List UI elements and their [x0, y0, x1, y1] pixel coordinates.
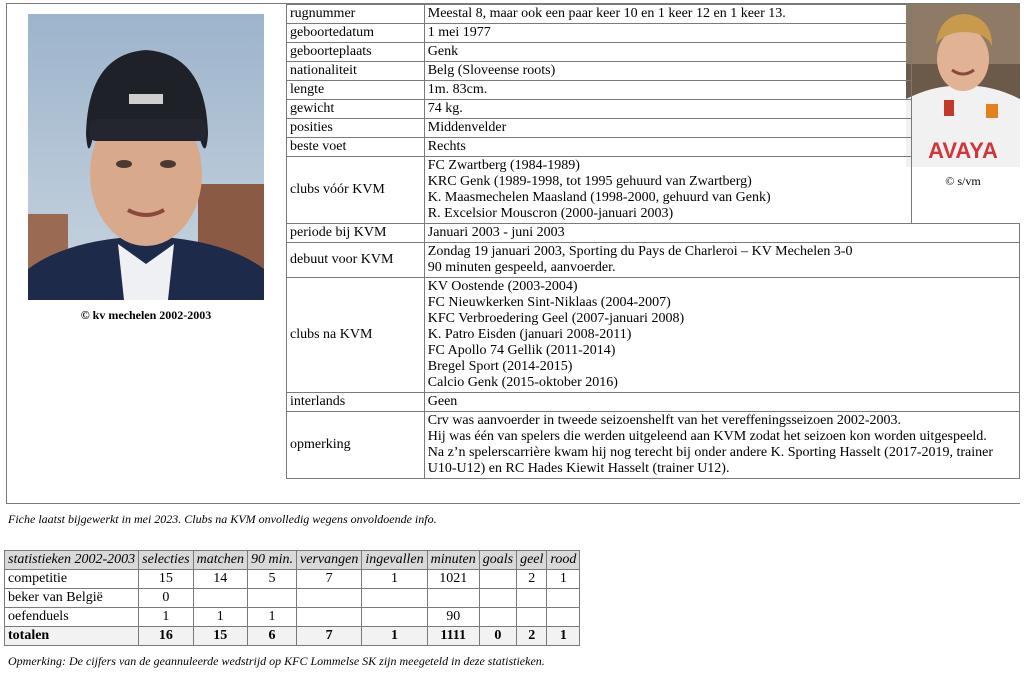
- stats-cell: 7: [297, 570, 362, 589]
- info-label: gewicht: [287, 100, 425, 119]
- stats-cell: [479, 589, 516, 608]
- info-value: [424, 24, 912, 43]
- info-value: [424, 81, 912, 100]
- stats-header: rood: [547, 551, 580, 570]
- info-label: geboortedatum: [287, 24, 425, 43]
- info-row: [287, 43, 1020, 62]
- info-label: beste voet: [287, 138, 425, 157]
- info-value-line: Geen: [427, 394, 458, 409]
- info-value: [424, 412, 1019, 479]
- info-value: [424, 138, 912, 157]
- stats-cell: [479, 570, 516, 589]
- stats-cell: 0: [479, 627, 516, 646]
- info-row: [287, 5, 1020, 24]
- info-value-line: FC Apollo 74 Gellik (2011-2014): [427, 343, 616, 358]
- info-value: [424, 243, 1019, 278]
- info-value-line: Belg (Sloveense roots): [427, 63, 556, 78]
- stats-row-label: oefenduels: [5, 608, 139, 627]
- stats-cell: 1: [547, 627, 580, 646]
- info-value-line: K. Patro Eisden (januari 2008-2011): [427, 327, 632, 342]
- info-row: [287, 81, 1020, 100]
- info-label: geboorteplaats: [287, 43, 425, 62]
- stats-cell: 7: [297, 627, 362, 646]
- stats-cell: 2: [517, 570, 547, 589]
- info-value-line: Crv was aanvoerder in tweede seizoenshelft van het vereffeningsseizoen 2002-2003.: [427, 413, 902, 428]
- stats-cell: [427, 589, 479, 608]
- info-value: [424, 157, 912, 224]
- stats-cell: 1111: [427, 627, 479, 646]
- info-label: interlands: [287, 393, 425, 412]
- photo-caption-left: © kv mechelen 2002-2003: [80, 308, 212, 322]
- info-value-line: Rechts: [427, 139, 466, 154]
- info-value: [424, 62, 912, 81]
- stats-row: [5, 608, 580, 627]
- stats-table: [4, 550, 580, 646]
- info-value-line: Bregel Sport (2014-2015): [427, 359, 573, 374]
- stats-cell: 6: [248, 627, 297, 646]
- info-value-line: Na z’n spelerscarrière kwam hij nog terecht bij onder andere K. Sporting Hasselt (2017-2019, trainer U10-U12) en RC Hades Kiewit Hasselt (trainer U12).: [427, 445, 994, 476]
- info-row: [287, 100, 1020, 119]
- stats-header: statistieken 2002-2003: [5, 551, 139, 570]
- stats-header: 90 min.: [248, 551, 297, 570]
- stats-cell: 1: [248, 608, 297, 627]
- stats-cell: [248, 589, 297, 608]
- info-value-line: KRC Genk (1989-1998, tot 1995 gehuurd van Zwartberg): [427, 174, 752, 189]
- info-label: nationaliteit: [287, 62, 425, 81]
- stats-header: ingevallen: [362, 551, 427, 570]
- info-value-line: KV Oostende (2003-2004): [427, 279, 578, 294]
- stats-cell: [547, 589, 580, 608]
- info-row: [287, 393, 1020, 412]
- stats-cell: [297, 589, 362, 608]
- photo-cell: [912, 5, 1020, 224]
- stats-cell: 2: [517, 627, 547, 646]
- info-value-line: Meestal 8, maar ook een paar keer 10 en 1 keer 12 en 1 keer 13.: [427, 6, 786, 21]
- stats-cell: 0: [139, 589, 193, 608]
- stats-cell: 1: [139, 608, 193, 627]
- info-row: [287, 412, 1020, 479]
- stats-header: minuten: [427, 551, 479, 570]
- stats-cell: 16: [139, 627, 193, 646]
- info-value: [424, 5, 912, 24]
- stats-row: [5, 589, 580, 608]
- stats-cell: 1: [547, 570, 580, 589]
- stats-cell: [479, 608, 516, 627]
- info-row: [287, 24, 1020, 43]
- stats-row-label: totalen: [5, 627, 139, 646]
- stats-cell: [547, 608, 580, 627]
- info-value-line: Middenvelder: [427, 120, 507, 135]
- info-row: [287, 119, 1020, 138]
- stats-cell: [297, 608, 362, 627]
- info-value-line: 74 kg.: [427, 101, 463, 116]
- stats-header: selecties: [139, 551, 193, 570]
- info-value-line: FC Nieuwkerken Sint-Niklaas (2004-2007): [427, 295, 671, 310]
- info-value: [424, 224, 1019, 243]
- info-row: [287, 278, 1020, 393]
- stats-header: geel: [517, 551, 547, 570]
- stats-cell: 15: [193, 627, 247, 646]
- stats-row-label: beker van België: [5, 589, 139, 608]
- info-label: periode bij KVM: [287, 224, 425, 243]
- info-label: rugnummer: [287, 5, 425, 24]
- info-label: debuut voor KVM: [287, 243, 425, 278]
- info-value-line: 1 mei 1977: [427, 25, 491, 40]
- info-row: [287, 62, 1020, 81]
- info-value-line: Zondag 19 januari 2003, Sporting du Pays de Charleroi – KV Mechelen 3-0: [427, 244, 853, 259]
- player-photo-kvm: [28, 14, 264, 300]
- info-value-line: Januari 2003 - juni 2003: [427, 225, 565, 240]
- info-label: clubs na KVM: [287, 278, 425, 393]
- stats-remark: Opmerking: De cijfers van de geannuleerde wedstrijd op KFC Lommelse SK zijn meegeteld in deze statistieken.: [8, 654, 545, 668]
- info-value-line: KFC Verbroedering Geel (2007-januari 2008): [427, 311, 685, 326]
- stats-cell: [193, 589, 247, 608]
- info-value: [424, 100, 912, 119]
- info-value-line: Hij was één van spelers die werden uitgeleend aan KVM zodat het seizoen kon worden uitgespeeld.: [427, 429, 987, 444]
- photo-caption-right: © s/vm: [945, 174, 981, 188]
- stats-cell: 90: [427, 608, 479, 627]
- stats-cell: [517, 608, 547, 627]
- info-value-line: R. Excelsior Mouscron (2000-januari 2003): [427, 206, 674, 221]
- info-value-line: 90 minuten gespeeld, aanvoerder.: [427, 260, 616, 275]
- info-value-line: K. Maasmechelen Maasland (1998-2000, gehuurd van Genk): [427, 190, 771, 205]
- info-row: [287, 138, 1020, 157]
- stats-cell: [362, 608, 427, 627]
- stats-cell: 14: [193, 570, 247, 589]
- info-label: lengte: [287, 81, 425, 100]
- info-label: posities: [287, 119, 425, 138]
- info-value: [424, 119, 912, 138]
- stats-header: goals: [479, 551, 516, 570]
- stats-cell: 1: [362, 570, 427, 589]
- info-value-line: Calcio Genk (2015-oktober 2016): [427, 375, 618, 390]
- stats-cell: 1: [362, 627, 427, 646]
- info-label: clubs vóór KVM: [287, 157, 425, 224]
- stats-cell: 15: [139, 570, 193, 589]
- player-info-table: [286, 4, 1020, 479]
- info-value: [424, 393, 1019, 412]
- stats-cell: [517, 589, 547, 608]
- stats-header: vervangen: [297, 551, 362, 570]
- info-value-line: 1m. 83cm.: [427, 82, 488, 97]
- stats-cell: 1021: [427, 570, 479, 589]
- info-value-line: FC Zwartberg (1984-1989): [427, 158, 580, 173]
- info-value-line: Genk: [427, 44, 459, 59]
- stats-cell: 1: [193, 608, 247, 627]
- shirt-sponsor-logo: AVAYA: [928, 138, 998, 163]
- info-value: [424, 278, 1019, 393]
- info-value: [424, 43, 912, 62]
- stats-totals-row: [5, 627, 580, 646]
- stats-row: [5, 570, 580, 589]
- info-row: [287, 157, 1020, 224]
- info-label: opmerking: [287, 412, 425, 479]
- stats-cell: 5: [248, 570, 297, 589]
- info-row: [287, 224, 1020, 243]
- update-note: Fiche laatst bijgewerkt in mei 2023. Clubs na KVM onvolledig wegens onvoldoende info.: [8, 512, 437, 526]
- stats-header: matchen: [193, 551, 247, 570]
- stats-row-label: competitie: [5, 570, 139, 589]
- stats-cell: [362, 589, 427, 608]
- info-row: [287, 243, 1020, 278]
